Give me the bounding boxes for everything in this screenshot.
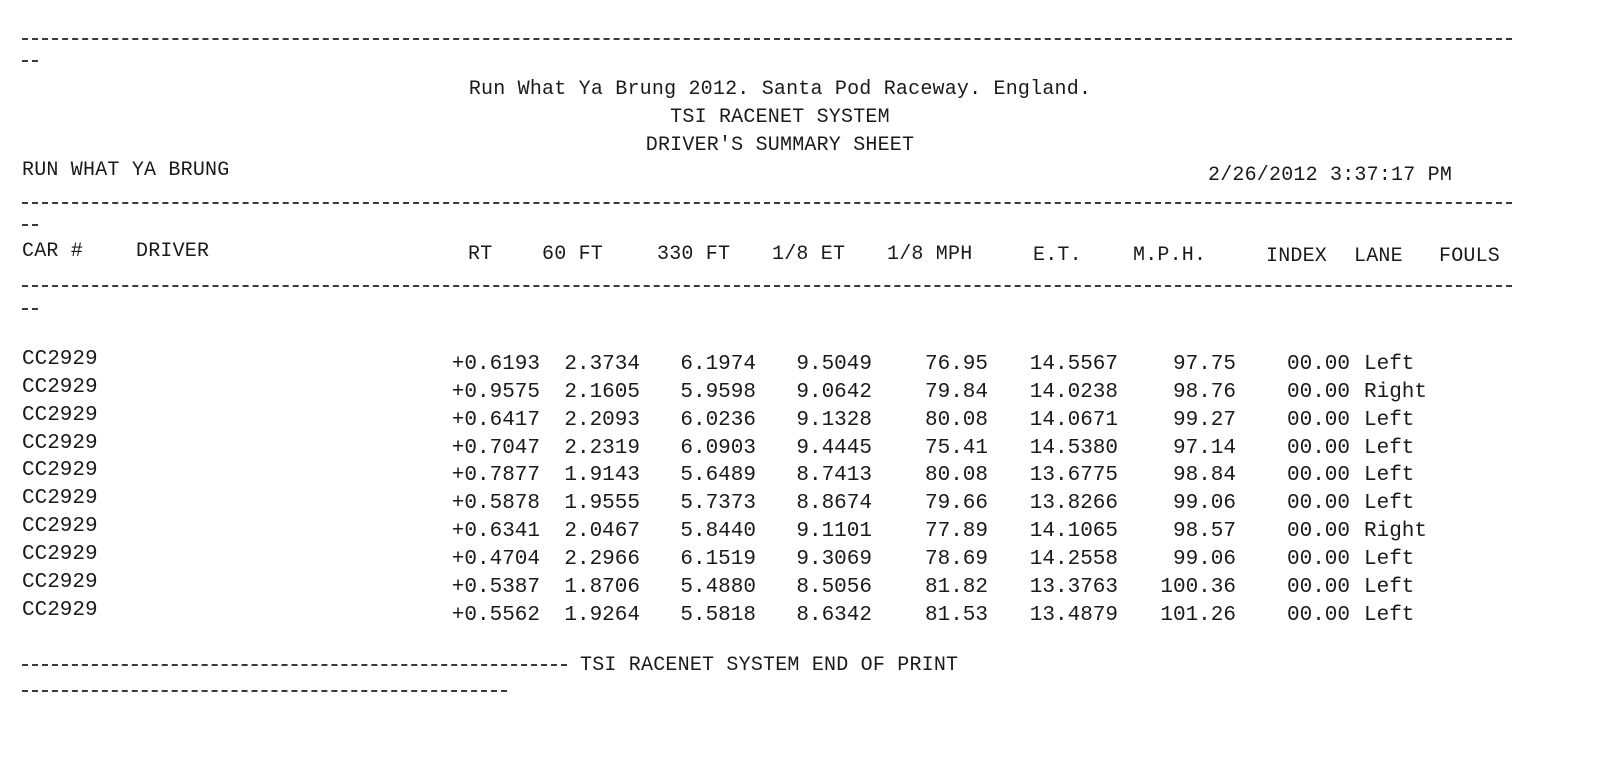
cell-index: 00.00 <box>1286 408 1350 432</box>
col-eighth-mph: 1/8 MPH <box>887 243 973 266</box>
cell-eighth-et: 9.1328 <box>796 408 872 432</box>
cell-et: 13.4879 <box>1029 603 1118 627</box>
cell-rt: +0.7877 <box>451 464 540 488</box>
table-row <box>0 542 1615 575</box>
cell-lane: Left <box>1364 575 1415 599</box>
table-row <box>0 431 1615 464</box>
cell-330ft: 6.1519 <box>680 547 756 571</box>
cell-rt: +0.5878 <box>451 492 540 516</box>
cell-rt: +0.9575 <box>451 380 540 404</box>
cell-rt: +0.6417 <box>451 408 540 432</box>
cell-et: 14.5380 <box>1029 436 1118 460</box>
col-index: INDEX <box>1266 245 1328 268</box>
cell-eighth-et: 8.5056 <box>796 575 872 599</box>
cell-mph: 99.27 <box>1172 408 1236 432</box>
cell-eighth-mph: 81.82 <box>924 575 988 599</box>
cell-eighth-mph: 81.53 <box>924 603 988 627</box>
cell-mph: 98.57 <box>1172 520 1236 544</box>
cell-eighth-mph: 80.08 <box>924 464 988 488</box>
cell-60ft: 1.9555 <box>564 492 640 516</box>
cell-car: CC2929 <box>22 515 98 539</box>
cell-lane: Left <box>1364 547 1415 571</box>
col-mph: M.P.H. <box>1133 244 1207 267</box>
cell-60ft: 1.8706 <box>564 575 640 599</box>
cell-330ft: 5.9598 <box>680 380 756 404</box>
table-row <box>0 459 1615 491</box>
cell-index: 00.00 <box>1286 436 1350 460</box>
cell-mph: 99.06 <box>1172 492 1236 516</box>
table-row <box>0 348 1615 380</box>
cell-eighth-mph: 78.69 <box>924 547 988 571</box>
cell-rt: +0.6193 <box>451 353 540 376</box>
cell-eighth-mph: 77.89 <box>924 520 988 544</box>
cell-index: 00.00 <box>1286 380 1350 404</box>
cell-330ft: 5.8440 <box>680 520 756 544</box>
cell-car: CC2929 <box>22 542 98 566</box>
col-rt: RT <box>468 243 493 266</box>
cell-et: 14.0238 <box>1029 380 1118 404</box>
cell-index: 00.00 <box>1286 520 1350 544</box>
col-60ft: 60 FT <box>542 243 604 266</box>
cell-mph: 98.76 <box>1172 380 1236 404</box>
cell-lane: Left <box>1364 603 1415 627</box>
cell-60ft: 2.0467 <box>564 520 640 544</box>
cell-60ft: 1.9264 <box>564 603 640 627</box>
end-of-print-text: TSI RACENET SYSTEM END OF PRINT <box>580 654 959 677</box>
cell-lane: Left <box>1364 492 1415 516</box>
col-driver: DRIVER <box>136 240 210 263</box>
divider-footer-bottom <box>22 690 507 692</box>
cell-330ft: 5.5818 <box>680 603 756 627</box>
cell-mph: 101.26 <box>1160 603 1236 627</box>
table-row <box>0 515 1615 547</box>
cell-eighth-et: 8.7413 <box>796 464 872 488</box>
table-row <box>0 403 1615 436</box>
cell-et: 14.0671 <box>1029 408 1118 432</box>
cell-330ft: 5.6489 <box>680 464 756 488</box>
cell-index: 00.00 <box>1286 603 1350 627</box>
cell-et: 13.8266 <box>1029 492 1118 516</box>
table-row <box>0 375 1615 408</box>
cell-et: 14.1065 <box>1029 520 1118 544</box>
cell-330ft: 6.0903 <box>680 436 756 460</box>
cell-eighth-mph: 79.84 <box>924 380 988 404</box>
cell-index: 00.00 <box>1286 353 1350 376</box>
cell-rt: +0.4704 <box>451 547 540 571</box>
cell-index: 00.00 <box>1286 547 1350 571</box>
cell-60ft: 2.2966 <box>564 547 640 571</box>
cell-eighth-et: 9.5049 <box>796 353 872 376</box>
cell-60ft: 2.2319 <box>564 436 640 460</box>
cell-rt: +0.5562 <box>451 603 540 627</box>
cell-330ft: 5.4880 <box>680 575 756 599</box>
cell-330ft: 6.0236 <box>680 408 756 432</box>
divider-header-stub <box>22 224 38 226</box>
cell-330ft: 5.7373 <box>680 492 756 516</box>
sheet-title: DRIVER'S SUMMARY SHEET <box>645 134 915 157</box>
cell-60ft: 2.1605 <box>564 380 640 404</box>
cell-car: CC2929 <box>22 431 98 455</box>
cell-60ft: 2.3734 <box>564 353 640 376</box>
system-name: TSI RACENET SYSTEM <box>670 106 890 129</box>
cell-eighth-mph: 79.66 <box>924 492 988 516</box>
table-row <box>0 570 1615 603</box>
cell-mph: 97.75 <box>1172 353 1236 376</box>
cell-index: 00.00 <box>1286 492 1350 516</box>
divider-columns <box>22 285 1512 287</box>
cell-lane: Right <box>1364 520 1428 544</box>
cell-330ft: 6.1974 <box>680 353 756 376</box>
col-car: CAR # <box>22 240 84 263</box>
col-lane: LANE <box>1354 245 1403 268</box>
cell-60ft: 2.2093 <box>564 408 640 432</box>
col-330ft: 330 FT <box>657 243 731 266</box>
print-timestamp: 2/26/2012 3:37:17 PM <box>1208 164 1453 187</box>
cell-et: 13.3763 <box>1029 575 1118 599</box>
divider-top-stub <box>22 60 38 62</box>
class-name: RUN WHAT YA BRUNG <box>22 159 230 182</box>
cell-car: CC2929 <box>22 459 98 483</box>
cell-rt: +0.6341 <box>451 520 540 544</box>
table-row <box>0 487 1615 519</box>
cell-60ft: 1.9143 <box>564 464 640 488</box>
cell-eighth-et: 8.8674 <box>796 492 872 516</box>
col-fouls: FOULS <box>1439 245 1501 268</box>
divider-header <box>22 202 1512 204</box>
cell-car: CC2929 <box>22 487 98 511</box>
cell-eighth-et: 8.6342 <box>796 603 872 627</box>
cell-eighth-et: 9.0642 <box>796 380 872 404</box>
cell-et: 13.6775 <box>1029 464 1118 488</box>
cell-eighth-mph: 75.41 <box>924 436 988 460</box>
cell-lane: Right <box>1364 380 1428 404</box>
cell-mph: 99.06 <box>1172 547 1236 571</box>
col-eighth-et: 1/8 ET <box>772 243 846 266</box>
cell-rt: +0.5387 <box>451 575 540 599</box>
cell-rt: +0.7047 <box>451 436 540 460</box>
cell-eighth-et: 9.1101 <box>796 520 872 544</box>
cell-lane: Left <box>1364 464 1415 488</box>
cell-car: CC2929 <box>22 570 98 594</box>
cell-car: CC2929 <box>22 403 98 427</box>
cell-car: CC2929 <box>22 348 98 371</box>
divider-top <box>22 38 1512 40</box>
event-title: Run What Ya Brung 2012. Santa Pod Raceway. England. <box>468 78 1092 101</box>
cell-eighth-mph: 76.95 <box>924 353 988 376</box>
table-row <box>0 598 1615 631</box>
cell-mph: 98.84 <box>1172 464 1236 488</box>
cell-eighth-mph: 80.08 <box>924 408 988 432</box>
cell-eighth-et: 9.3069 <box>796 547 872 571</box>
cell-et: 14.2558 <box>1029 547 1118 571</box>
cell-lane: Left <box>1364 408 1415 432</box>
divider-footer-left <box>22 664 567 666</box>
divider-columns-stub <box>22 308 38 310</box>
cell-mph: 100.36 <box>1160 575 1236 599</box>
cell-lane: Left <box>1364 436 1415 460</box>
cell-eighth-et: 9.4445 <box>796 436 872 460</box>
cell-lane: Left <box>1364 353 1415 376</box>
cell-car: CC2929 <box>22 375 98 399</box>
cell-index: 00.00 <box>1286 575 1350 599</box>
cell-car: CC2929 <box>22 598 98 622</box>
cell-mph: 97.14 <box>1172 436 1236 460</box>
col-et: E.T. <box>1033 244 1082 267</box>
cell-index: 00.00 <box>1286 464 1350 488</box>
cell-et: 14.5567 <box>1029 353 1118 376</box>
